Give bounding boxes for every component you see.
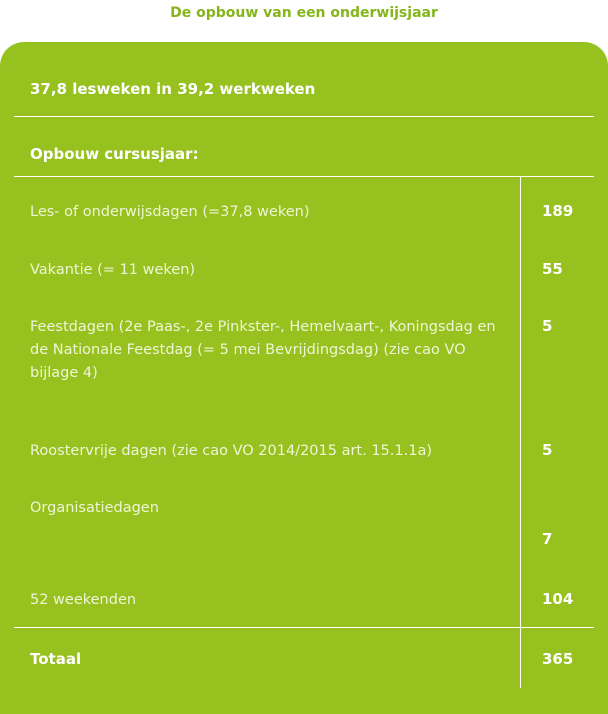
schedule-card	[0, 42, 608, 714]
row-value: 189	[542, 202, 574, 220]
row-value: 7	[542, 530, 553, 548]
column-divider	[520, 177, 521, 688]
page-title: De opbouw van een onderwijsjaar	[170, 5, 438, 21]
row-label: Vakantie (= 11 weken)	[30, 262, 196, 278]
total-value: 365	[542, 650, 574, 668]
section-heading: Opbouw cursusjaar:	[30, 145, 199, 163]
divider	[14, 116, 594, 117]
row-label: 52 weekenden	[30, 592, 137, 608]
total-label: Totaal	[30, 650, 82, 668]
row-label: Organisatiedagen	[30, 500, 159, 516]
row-label: Les- of onderwijsdagen (=37,8 weken)	[30, 204, 310, 220]
divider	[14, 176, 594, 177]
row-label: Roostervrije dagen (zie cao VO 2014/2015 art. 15.1.1a)	[30, 443, 432, 459]
divider	[14, 627, 594, 628]
row-value: 5	[542, 317, 553, 335]
row-value: 55	[542, 260, 563, 278]
row-value: 104	[542, 590, 574, 608]
row-value: 5	[542, 441, 553, 459]
row-label: Feestdagen (2e Paas-, 2e Pinkster-, Hemelvaart-, Koningsdag en de Nationale Feestdag (= 5 mei Bevrijdingsdag) (zie cao VO bijlage 4)	[30, 319, 496, 381]
summary-heading: 37,8 lesweken in 39,2 werkweken	[30, 80, 316, 98]
